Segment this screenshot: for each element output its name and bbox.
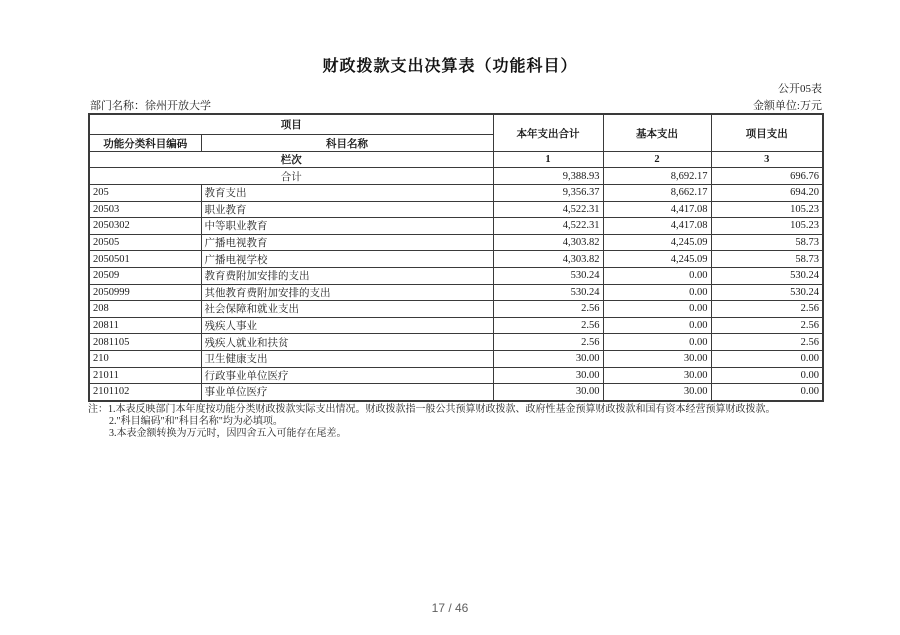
row-total: 4,522.31 bbox=[493, 201, 603, 218]
row-name: 中等职业教育 bbox=[201, 218, 493, 235]
table-row bbox=[89, 367, 823, 384]
row-name: 卫生健康支出 bbox=[201, 350, 493, 367]
header-project-expenditure: 项目支出 bbox=[711, 114, 823, 152]
header-basic-expenditure: 基本支出 bbox=[603, 114, 711, 152]
row-total: 530.24 bbox=[493, 267, 603, 284]
row-project: 0.00 bbox=[711, 350, 823, 367]
row-code: 2050501 bbox=[89, 251, 201, 268]
row-code: 208 bbox=[89, 301, 201, 318]
row-name: 社会保障和就业支出 bbox=[201, 301, 493, 318]
row-name: 残疾人事业 bbox=[201, 317, 493, 334]
row-basic: 30.00 bbox=[603, 384, 711, 401]
table-row bbox=[89, 284, 823, 301]
row-total: 2.56 bbox=[493, 334, 603, 351]
row-name: 教育支出 bbox=[201, 185, 493, 202]
header-subject-code: 功能分类科目编码 bbox=[89, 135, 201, 152]
table-row bbox=[89, 201, 823, 218]
footnotes bbox=[88, 404, 848, 440]
row-code: 20811 bbox=[89, 317, 201, 334]
row-name: 行政事业单位医疗 bbox=[201, 367, 493, 384]
row-basic: 0.00 bbox=[603, 301, 711, 318]
row-code: 20505 bbox=[89, 234, 201, 251]
table-row bbox=[89, 218, 823, 235]
row-name: 教育费附加安排的支出 bbox=[201, 267, 493, 284]
row-project: 530.24 bbox=[711, 284, 823, 301]
header-subject-name: 科目名称 bbox=[201, 135, 493, 152]
row-total: 4,522.31 bbox=[493, 218, 603, 235]
row-name: 广播电视学校 bbox=[201, 251, 493, 268]
row-total: 30.00 bbox=[493, 350, 603, 367]
table-row bbox=[89, 384, 823, 401]
table-row bbox=[89, 185, 823, 202]
row-basic: 4,417.08 bbox=[603, 201, 711, 218]
footnote-1: 注：1.本表反映部门本年度按功能分类财政拨款实际支出情况。财政拨款指一般公共预算财政拨款、政府性基金预算财政拨款和国有资本经营预算财政拨款。 bbox=[88, 404, 776, 415]
header-row-1 bbox=[89, 114, 823, 135]
expenditure-table bbox=[88, 113, 824, 402]
row-total: 30.00 bbox=[493, 384, 603, 401]
row-total: 2.56 bbox=[493, 301, 603, 318]
row-project: 530.24 bbox=[711, 267, 823, 284]
row-code: 2050999 bbox=[89, 284, 201, 301]
row-project: 58.73 bbox=[711, 251, 823, 268]
row-project: 2.56 bbox=[711, 317, 823, 334]
row-project: 2.56 bbox=[711, 301, 823, 318]
row-code: 2081105 bbox=[89, 334, 201, 351]
department-name-label: 部门名称：徐州开放大学 bbox=[90, 100, 211, 112]
row-code: 20503 bbox=[89, 201, 201, 218]
row-project: 0.00 bbox=[711, 384, 823, 401]
row-code: 20509 bbox=[89, 267, 201, 284]
page-title: 财政拨款支出决算表（功能科目） bbox=[322, 58, 578, 75]
lanci-label: 栏次 bbox=[89, 152, 493, 168]
table-row bbox=[89, 267, 823, 284]
row-total: 9,356.37 bbox=[493, 185, 603, 202]
row-name: 广播电视教育 bbox=[201, 234, 493, 251]
row-basic: 8,662.17 bbox=[603, 185, 711, 202]
footnote-2: 2."科目编码"和"科目名称"均为必填项。 bbox=[109, 416, 283, 427]
column-index-row bbox=[89, 152, 823, 168]
row-code: 210 bbox=[89, 350, 201, 367]
table-code-label: 公开05表 bbox=[778, 83, 822, 95]
page-number-indicator: 17 / 46 bbox=[431, 601, 469, 615]
column-index-1: 1 bbox=[493, 152, 603, 168]
row-basic: 0.00 bbox=[603, 317, 711, 334]
row-code: 2101102 bbox=[89, 384, 201, 401]
header-project-group: 项目 bbox=[89, 114, 493, 135]
row-name: 残疾人就业和扶贫 bbox=[201, 334, 493, 351]
table-row bbox=[89, 350, 823, 367]
total-row-basic: 8,692.17 bbox=[603, 168, 711, 185]
total-row-label: 合计 bbox=[89, 168, 493, 185]
total-row-project: 696.76 bbox=[711, 168, 823, 185]
row-code: 205 bbox=[89, 185, 201, 202]
row-basic: 0.00 bbox=[603, 284, 711, 301]
row-total: 4,303.82 bbox=[493, 251, 603, 268]
table-body bbox=[89, 168, 823, 401]
row-total: 2.56 bbox=[493, 317, 603, 334]
header-total-expenditure: 本年支出合计 bbox=[493, 114, 603, 152]
column-index-2: 2 bbox=[603, 152, 711, 168]
row-project: 105.23 bbox=[711, 218, 823, 235]
row-total: 4,303.82 bbox=[493, 234, 603, 251]
row-project: 2.56 bbox=[711, 334, 823, 351]
row-basic: 30.00 bbox=[603, 367, 711, 384]
column-index-3: 3 bbox=[711, 152, 823, 168]
row-project: 0.00 bbox=[711, 367, 823, 384]
row-code: 21011 bbox=[89, 367, 201, 384]
table-row bbox=[89, 317, 823, 334]
row-basic: 4,417.08 bbox=[603, 218, 711, 235]
total-row-total: 9,388.93 bbox=[493, 168, 603, 185]
total-row bbox=[89, 168, 823, 185]
amount-unit-label: 金额单位:万元 bbox=[752, 100, 822, 112]
row-project: 694.20 bbox=[711, 185, 823, 202]
row-name: 事业单位医疗 bbox=[201, 384, 493, 401]
row-name: 其他教育费附加安排的支出 bbox=[201, 284, 493, 301]
table-row bbox=[89, 334, 823, 351]
row-basic: 4,245.09 bbox=[603, 251, 711, 268]
row-basic: 0.00 bbox=[603, 267, 711, 284]
row-project: 105.23 bbox=[711, 201, 823, 218]
row-name: 职业教育 bbox=[201, 201, 493, 218]
row-basic: 0.00 bbox=[603, 334, 711, 351]
row-basic: 30.00 bbox=[603, 350, 711, 367]
table-row bbox=[89, 234, 823, 251]
row-total: 530.24 bbox=[493, 284, 603, 301]
row-project: 58.73 bbox=[711, 234, 823, 251]
row-code: 2050302 bbox=[89, 218, 201, 235]
footnote-3: 3.本表金额转换为万元时，因四舍五入可能存在尾差。 bbox=[109, 428, 347, 439]
row-total: 30.00 bbox=[493, 367, 603, 384]
row-basic: 4,245.09 bbox=[603, 234, 711, 251]
table-row bbox=[89, 251, 823, 268]
table-row bbox=[89, 301, 823, 318]
